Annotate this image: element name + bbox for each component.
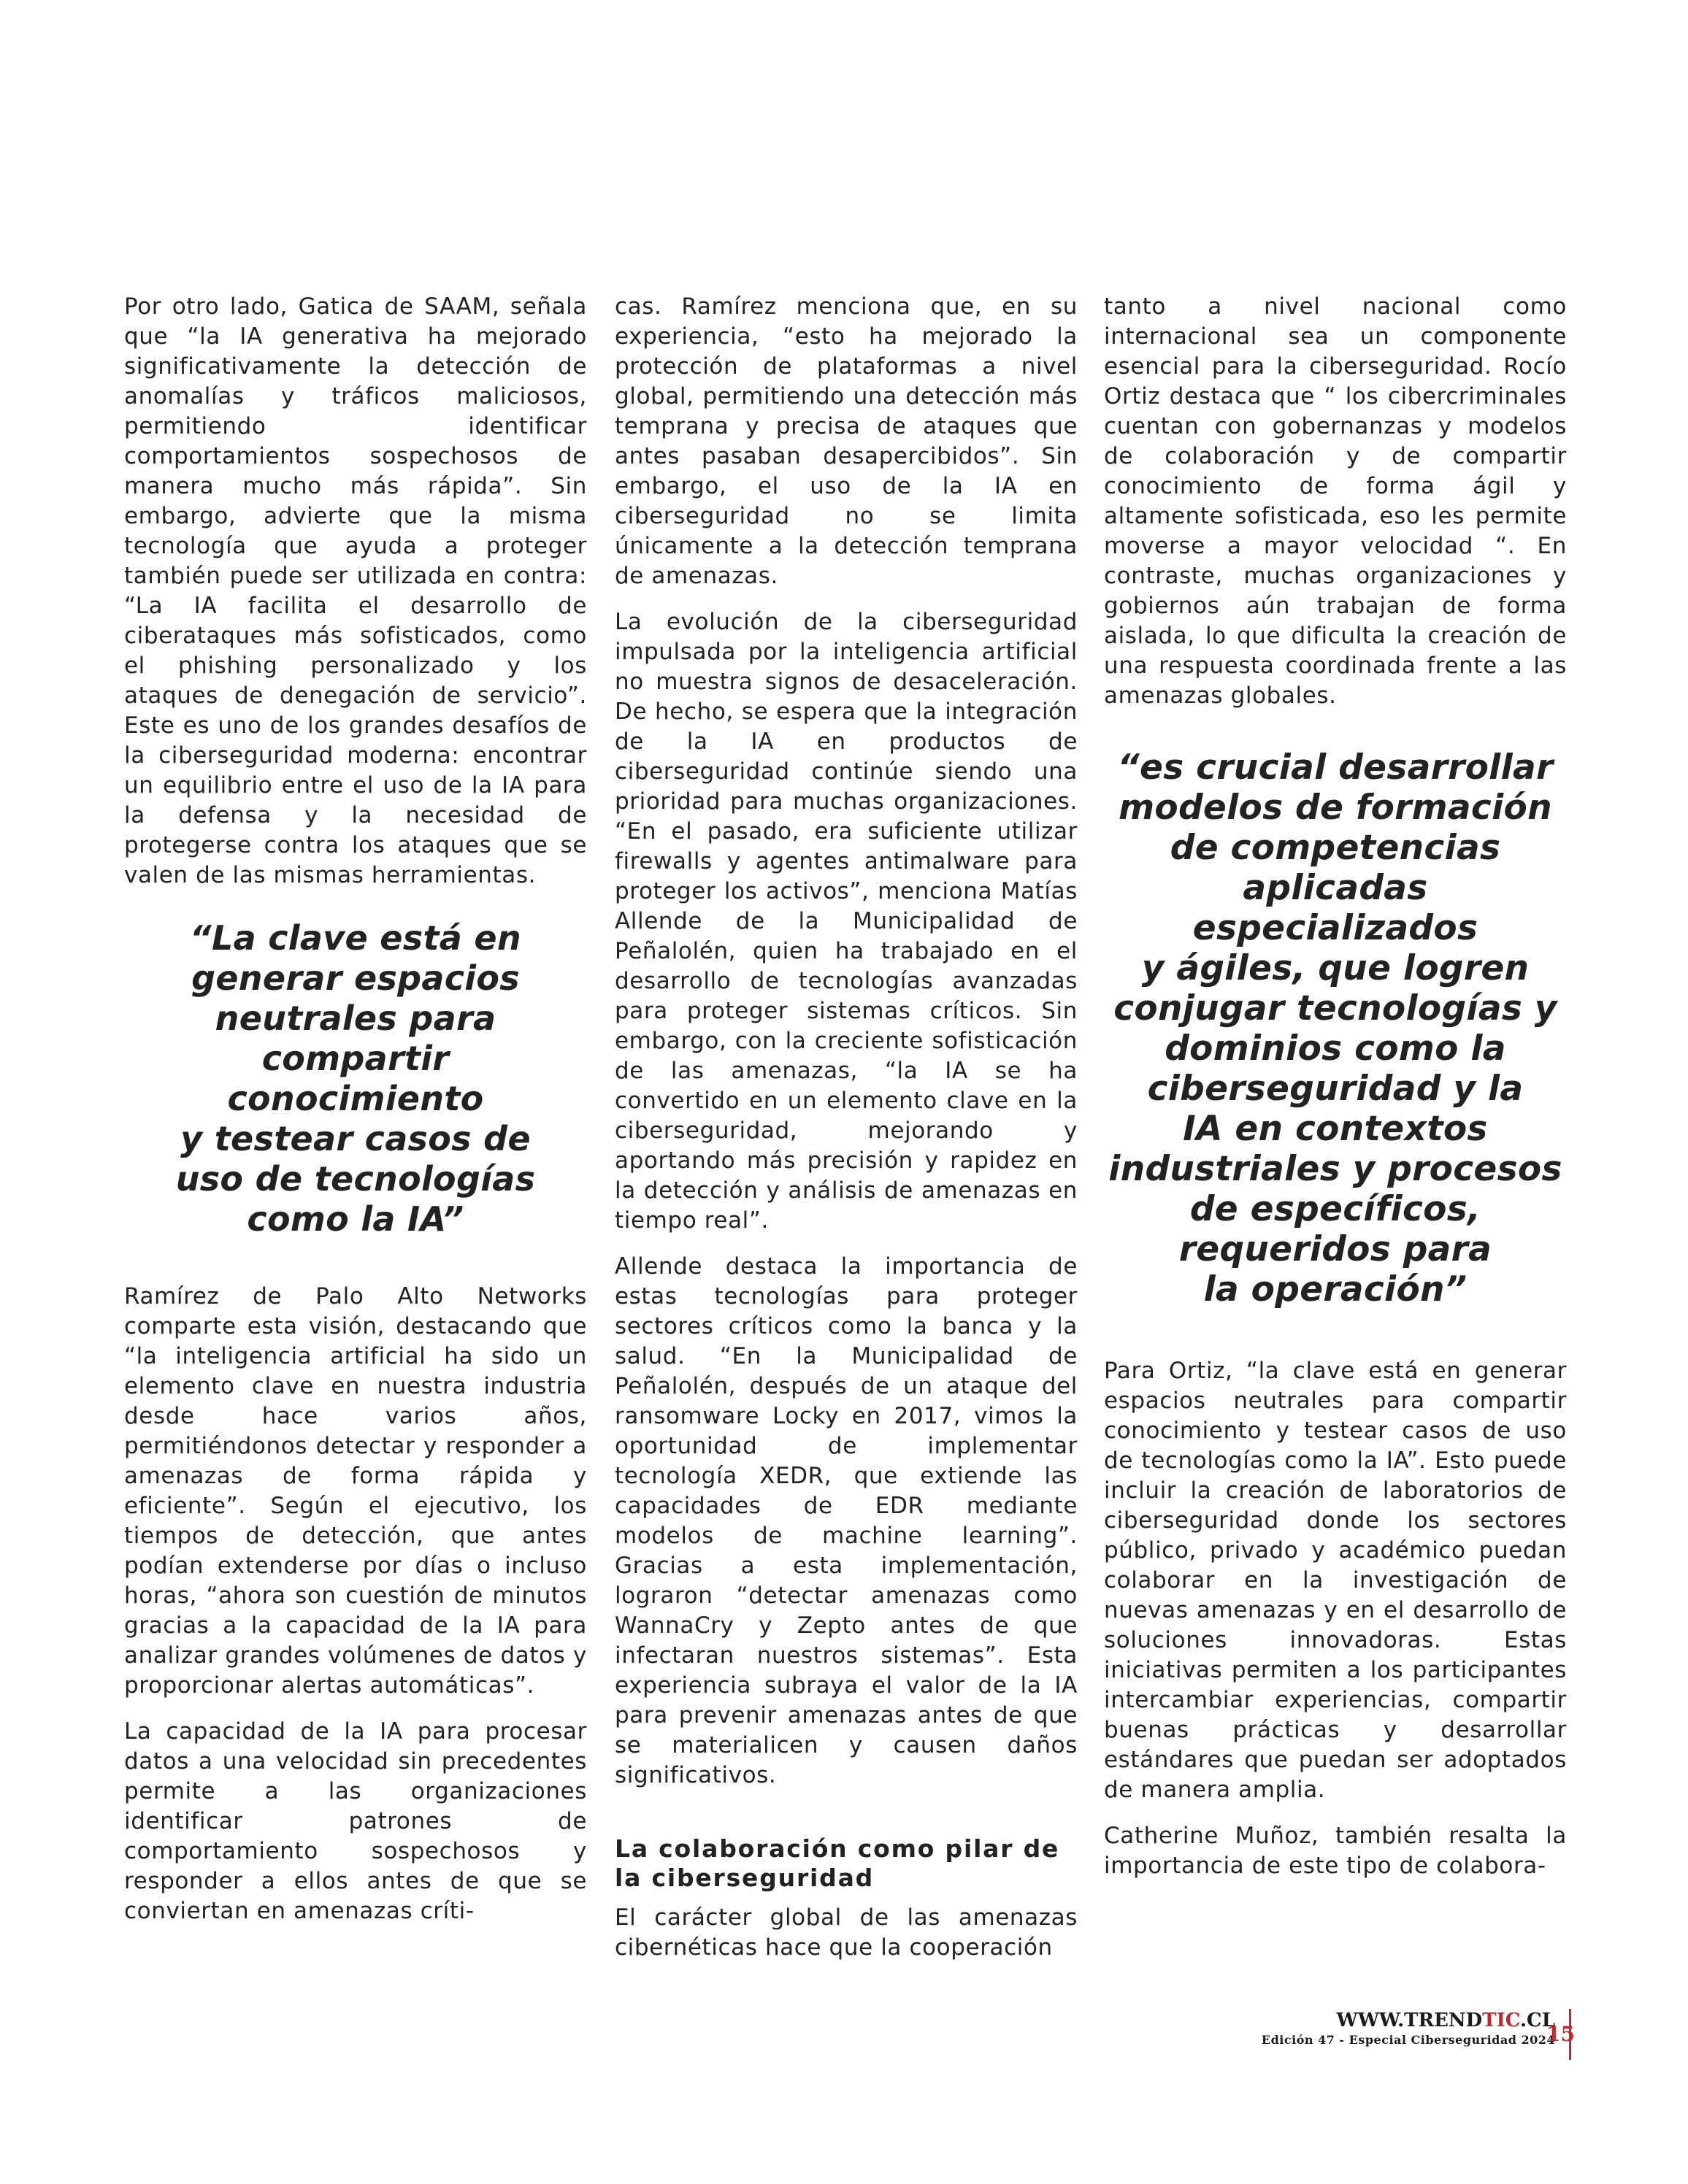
body-paragraph: cas. Ramírez menciona que, en su experiencia, “esto ha mejorado la protección de plataformas a nivel global, permitiendo una detección más temprana y precisa de ataques que antes pasaban desapercibidos”. Sin embargo, el uso de la IA en ciberseguridad no se limita únicamente a la detección temprana de amenazas. — [615, 293, 1078, 589]
site-url-prefix: WWW.TREND — [1336, 2010, 1483, 2031]
body-paragraph: tanto a nivel nacional como internacional sea un componente esencial para la ciberseguridad. Rocío Ortiz destaca que “ los cibercriminales cuentan con gobernanzas y modelos de colaboración y de compartir conocimiento de forma ágil y altamente sofisticada, eso les permite moverse a mayor velocidad “. En contraste, muchas organizaciones y gobiernos aún trabajan de forma aislada, lo que dificulta la creación de una respuesta coordinada frente a las amenazas globales. — [1104, 293, 1567, 709]
site-url-suffix: .CL — [1519, 2010, 1555, 2031]
pull-quote: “es crucial desarrollar modelos de formación de competencias aplicadas especializados y ágiles, que logren conjugar tecnologías y dominios como la ciberseguridad y la IA en contextos industriales y procesos de específicos, requeridos para la operación” — [1108, 747, 1562, 1310]
site-url-accent: TIC — [1482, 2010, 1520, 2031]
body-paragraph: Por otro lado, Gatica de SAAM, señala que “la IA generativa ha mejorado significativamente la detección de anomalías y tráficos maliciosos, permitiendo identificar comportamientos sospechosos de manera mucho más rápida”. Sin embargo, advierte que la misma tecnología que ayuda a proteger también puede ser utilizada en contra: “La IA facilita el desarrollo de ciberataques más sofisticados, como el phishing personalizado y los ataques de denegación de servicio”. Este es uno de los grandes desafíos de la ciberseguridad moderna: encontrar un equilibrio entre el uso de la IA para la defensa y la necesidad de protegerse contra los ataques que se valen de las mismas herramientas. — [124, 293, 587, 888]
body-paragraph: La capacidad de la IA para procesar datos a una velocidad sin precedentes permite a las organizaciones identificar patrones de comportamiento sospechosos y responder a ellos antes de que se conviertan en amenazas críti- — [124, 1718, 587, 1924]
site-url — [1262, 2009, 1555, 2032]
edition-label: Edición 47 - Especial Ciberseguridad 2024 — [1261, 2033, 1555, 2047]
pull-quote: “La clave está en generar espacios neutrales para compartir conocimiento y testear casos de uso de tecnologías como la IA” — [175, 918, 536, 1239]
footer-text — [1262, 2009, 1555, 2048]
body-paragraph: Para Ortiz, “la clave está en generar espacios neutrales para compartir conocimiento y testear casos de uso de tecnologías como la IA”. Esto puede incluir la creación de laboratorios de ciberseguridad donde los sectores público, privado y académico puedan colaborar en la investigación de nuevas amenazas y en el desarrollo de soluciones innovadoras. Estas iniciativas permiten a los participantes intercambiar experiencias, compartir buenas prácticas y desarrollar estándares que puedan ser adoptados de manera amplia. — [1104, 1358, 1567, 1803]
article-column-2 — [615, 292, 1078, 1979]
body-paragraph: El carácter global de las amenazas cibernéticas hace que la cooperación — [615, 1904, 1078, 1961]
body-paragraph: Ramírez de Palo Alto Networks comparte esta visión, destacando que “la inteligencia artificial ha sido un elemento clave en nuestra industria desde hace varios años, permitiéndonos detectar y responder a amenazas de forma rápida y eficiente”. Según el ejecutivo, los tiempos de detección, que antes podían extenderse por días o incluso horas, “ahora son cuestión de minutos gracias a la capacidad de la IA para analizar grandes volúmenes de datos y proporcionar alertas automáticas”. — [124, 1283, 587, 1699]
article-column-3 — [1104, 292, 1567, 1897]
body-paragraph: La evolución de la ciberseguridad impulsada por la inteligencia artificial no muestra signos de desaceleración. De hecho, se espera que la integración de la IA en productos de ciberseguridad continúe siendo una prioridad para muchas organizaciones. “En el pasado, era suficiente utilizar firewalls y agentes antimalware para proteger los activos”, menciona Matías Allende de la Municipalidad de Peñalolén, quien ha trabajado en el desarrollo de tecnologías avanzadas para proteger sistemas críticos. Sin embargo, con la creciente sofisticación de las amenazas, “la IA se ha convertido en un elemento clave en la ciberseguridad, mejorando y aportando más precisión y rapidez en la detección y análisis de amenazas en tiempo real”. — [615, 609, 1078, 1234]
body-paragraph: Catherine Muñoz, también resalta la importancia de este tipo de colabora- — [1104, 1823, 1567, 1879]
article-column-1 — [124, 292, 587, 1942]
body-paragraph: Allende destaca la importancia de estas tecnologías para proteger sectores críticos como la banca y la salud. “En la Municipalidad de Peñalolén, después de un ataque del ransomware Locky en 2017, vimos la oportunidad de implementar tecnología XEDR, que extiende las capacidades de EDR mediante modelos de machine learning”. Gracias a esta implementación, lograron “detectar amenazas como WannaCry y Zepto antes de que infectaran nuestros sistemas”. Esta experiencia subraya el valor de la IA para prevenir amenazas antes de que se materialicen y causen daños significativos. — [615, 1253, 1078, 1788]
page-number: 15 — [1546, 2022, 1575, 2046]
section-heading: La colaboración como pilar de la ciberseguridad — [615, 1834, 1060, 1892]
